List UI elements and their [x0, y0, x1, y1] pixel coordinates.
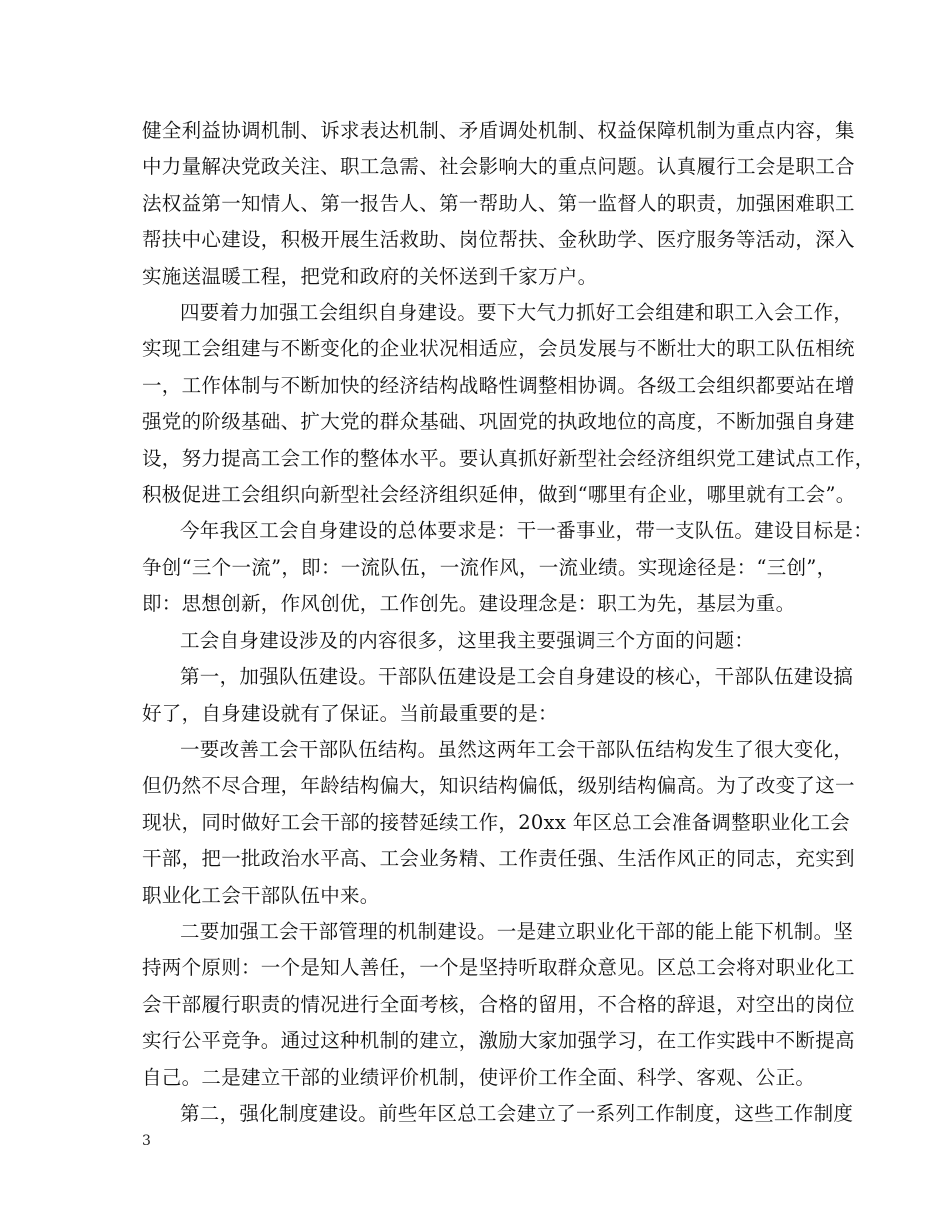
- text-line: 职业化工会干部队伍中来。: [142, 883, 380, 907]
- text-line: 自己。二是建立干部的业绩评价机制，使评价工作全面、科学、客观、公正。: [142, 1065, 816, 1089]
- paragraph: [142, 113, 855, 295]
- paragraph: [142, 1096, 854, 1132]
- text-line: 积极促进工会组织向新型社会经济组织延伸，做到“哪里有企业，哪里就有工会”。: [142, 483, 856, 507]
- text-line: 今年我区工会自身建设的总体要求是：干一番事业，带一支队伍。建设目标是：: [180, 519, 874, 543]
- text-line: 设，努力提高工会工作的整体水平。要认真抓好新型社会经济组织党工建试点工作，: [142, 446, 875, 470]
- page-number: 3: [142, 1133, 151, 1149]
- text-line: 健全利益协调机制、诉求表达机制、矛盾调处机制、权益保障机制为重点内容，集: [142, 119, 855, 142]
- paragraph: [142, 914, 855, 1096]
- text-line: 中力量解决党政关注、职工急需、社会影响大的重点问题。认真履行工会是职工合: [142, 155, 855, 179]
- text-line: 争创“三个一流”，即：一流队伍，一流作风，一流业绩。实现途径是：“三创”，: [142, 555, 837, 579]
- text-line: 法权益第一知情人、第一报告人、第一帮助人、第一监督人的职责，加强困难职工: [142, 191, 855, 215]
- text-line: 帮扶中心建设，积极开展生活救助、岗位帮扶、金秋助学、医疗服务等活动，深入: [142, 228, 855, 252]
- paragraph: [142, 659, 854, 732]
- text-line: 干部，把一批政治水平高、工会业务精、工作责任强、生活作风正的同志，充实到: [142, 847, 855, 871]
- text-line: 但仍然不尽合理，年龄结构偏大，知识结构偏低，级别结构偏高。为了改变了这一: [142, 774, 855, 798]
- text-line: 会干部履行职责的情况进行全面考核，合格的留用，不合格的辞退，对空出的岗位: [142, 992, 855, 1016]
- paragraph: [142, 623, 822, 659]
- text-line: 持两个原则：一个是知人善任，一个是坚持听取群众意见。区总工会将对职业化工: [142, 956, 855, 980]
- text-line: 强党的阶级基础、扩大党的群众基础、巩固党的执政地位的高度，不断加强自身建: [142, 410, 855, 434]
- text-line: 实现工会组建与不断变化的企业状况相适应，会员发展与不断壮大的职工队伍相统: [142, 337, 855, 361]
- text-line: 二要加强工会干部管理的机制建设。一是建立职业化干部的能上能下机制。坚: [180, 919, 854, 943]
- text-line: 好了，自身建设就有了保证。当前最重要的是：: [142, 701, 558, 725]
- text-line: 第二，强化制度建设。前些年区总工会建立了一系列工作制度，这些工作制度: [180, 1101, 854, 1125]
- document-body: [142, 113, 875, 1132]
- paragraph: [142, 513, 874, 622]
- text-line: 即：思想创新，作风创优，工作创先。建设理念是：职工为先，基层为重。: [142, 592, 796, 616]
- text-line: 实施送温暖工程，把党和政府的关怀送到千家万户。: [142, 264, 598, 288]
- text-line: 工会自身建设涉及的内容很多，这里我主要强调三个方面的问题：: [180, 628, 755, 652]
- text-line: 一，工作体制与不断加快的经济结构战略性调整相协调。各级工会组织都要站在增: [142, 373, 855, 397]
- text-line: 一要改善工会干部队伍结构。虽然这两年工会干部队伍结构发生了很大变化，: [180, 737, 854, 761]
- text-line: 实行公平竞争。通过这种机制的建立，激励大家加强学习，在工作实践中不断提高: [142, 1029, 855, 1053]
- text-line: 第一，加强队伍建设。干部队伍建设是工会自身建设的核心，干部队伍建设搞: [180, 665, 854, 689]
- paragraph: [142, 732, 855, 914]
- text-line: 四要着力加强工会组织自身建设。要下大气力抓好工会组建和职工入会工作，: [180, 301, 854, 325]
- text-line: 现状，同时做好工会干部的接替延续工作，20xx 年区总工会准备调整职业化工会: [142, 810, 850, 834]
- paragraph: [142, 295, 875, 513]
